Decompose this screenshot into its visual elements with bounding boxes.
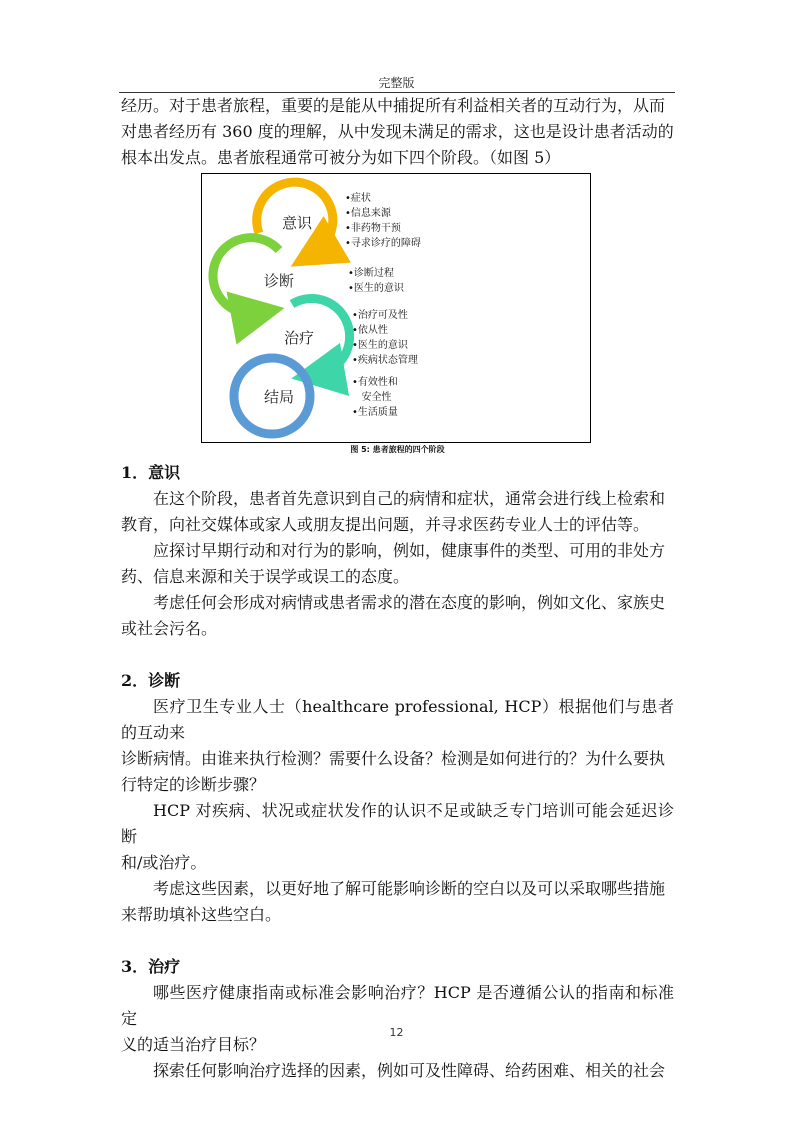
running-header: 完整版 bbox=[378, 76, 415, 90]
stage-label-treatment: 治疗 bbox=[284, 329, 315, 347]
section-line: 在这个阶段，患者首先意识到自己的病情和症状，通常会进行线上检索和 bbox=[153, 489, 666, 508]
section-line: 医疗卫生专业人士（healthcare professional, HCP）根据他们与患者的互动来 bbox=[121, 697, 674, 742]
diagnosis-bullets bbox=[348, 266, 404, 296]
section-line: 探索任何影响治疗选择的因素，例如可及性障碍、给药困难、相关的社会 bbox=[153, 1061, 666, 1080]
section-line: 考虑任何会形成对病情或患者需求的潜在态度的影响，例如文化、家族史 bbox=[153, 593, 666, 612]
stage-label-outcome: 结局 bbox=[264, 388, 295, 406]
section-line: 或社会污名。 bbox=[121, 619, 218, 638]
intro-line-2: 对患者经历有 360 度的理解，从中发现未满足的需求，这也是设计患者活动的 bbox=[121, 122, 674, 141]
treatment-bullets bbox=[352, 308, 418, 368]
bullet-item: •症状 bbox=[345, 193, 371, 204]
section-title-diagnosis: 2．诊断 bbox=[121, 671, 181, 690]
patient-journey-figure bbox=[201, 173, 591, 443]
section-line: HCP 对疾病、状况或症状发作的认识不足或缺乏专门培训可能会延迟诊断 bbox=[121, 801, 674, 846]
section-line: 行特定的诊断步骤？ bbox=[121, 775, 266, 794]
bullet-item: •诊断过程 bbox=[348, 268, 394, 279]
stage-label-awareness: 意识 bbox=[282, 214, 313, 232]
section-line: 考虑这些因素，以更好地了解可能影响诊断的空白以及可以采取哪些措施 bbox=[153, 879, 666, 898]
bullet-item: •寻求诊疗的障碍 bbox=[345, 238, 421, 249]
bullet-item: •医生的意识 bbox=[352, 340, 408, 351]
section-line: 诊断病情。由谁来执行检测？需要什么设备？检测是如何进行的？为什么要执 bbox=[121, 749, 666, 768]
page-number: 12 bbox=[389, 1026, 404, 1039]
bullet-item: •生活质量 bbox=[352, 407, 398, 418]
section-line: 义的适当治疗目标？ bbox=[121, 1035, 266, 1054]
bullet-item: •非药物干预 bbox=[345, 223, 401, 234]
outcome-bullets bbox=[352, 375, 398, 420]
intro-line-3: 根本出发点。患者旅程通常可被分为如下四个阶段。（如图 5） bbox=[121, 148, 561, 167]
intro-line-1: 经历。对于患者旅程，重要的是能从中捕捉所有利益相关者的互动行为，从而 bbox=[121, 96, 666, 115]
section-line: 应探讨早期行动和对行为的影响，例如，健康事件的类型、可用的非处方 bbox=[153, 541, 666, 560]
page-content bbox=[121, 93, 674, 1084]
section-line: 来帮助填补这些空白。 bbox=[121, 905, 282, 924]
figure-caption: 图 5: 患者旅程的四个阶段 bbox=[350, 445, 445, 454]
section-line: 药、信息来源和关于误学或误工的态度。 bbox=[121, 567, 410, 586]
stage-label-diagnosis: 诊断 bbox=[264, 272, 295, 290]
bullet-item: •治疗可及性 bbox=[352, 310, 408, 321]
section-line: 教育，向社交媒体或家人或朋友提出问题，并寻求医药专业人士的评估等。 bbox=[121, 515, 650, 534]
bullet-item: •疾病状态管理 bbox=[352, 355, 418, 366]
bullet-item: •信息来源 bbox=[345, 208, 391, 219]
bullet-item: •有效性和 bbox=[352, 377, 398, 388]
section-title-treatment: 3．治疗 bbox=[121, 957, 181, 976]
bullet-item: 安全性 bbox=[352, 392, 392, 403]
section-line: 哪些医疗健康指南或标准会影响治疗？HCP 是否遵循公认的指南和标准定 bbox=[121, 983, 674, 1028]
awareness-bullets bbox=[345, 191, 421, 251]
bullet-item: •医生的意识 bbox=[348, 283, 404, 294]
section-line: 和/或治疗。 bbox=[121, 853, 207, 872]
bullet-item: •依从性 bbox=[352, 325, 388, 336]
section-title-awareness: 1．意识 bbox=[121, 463, 181, 482]
